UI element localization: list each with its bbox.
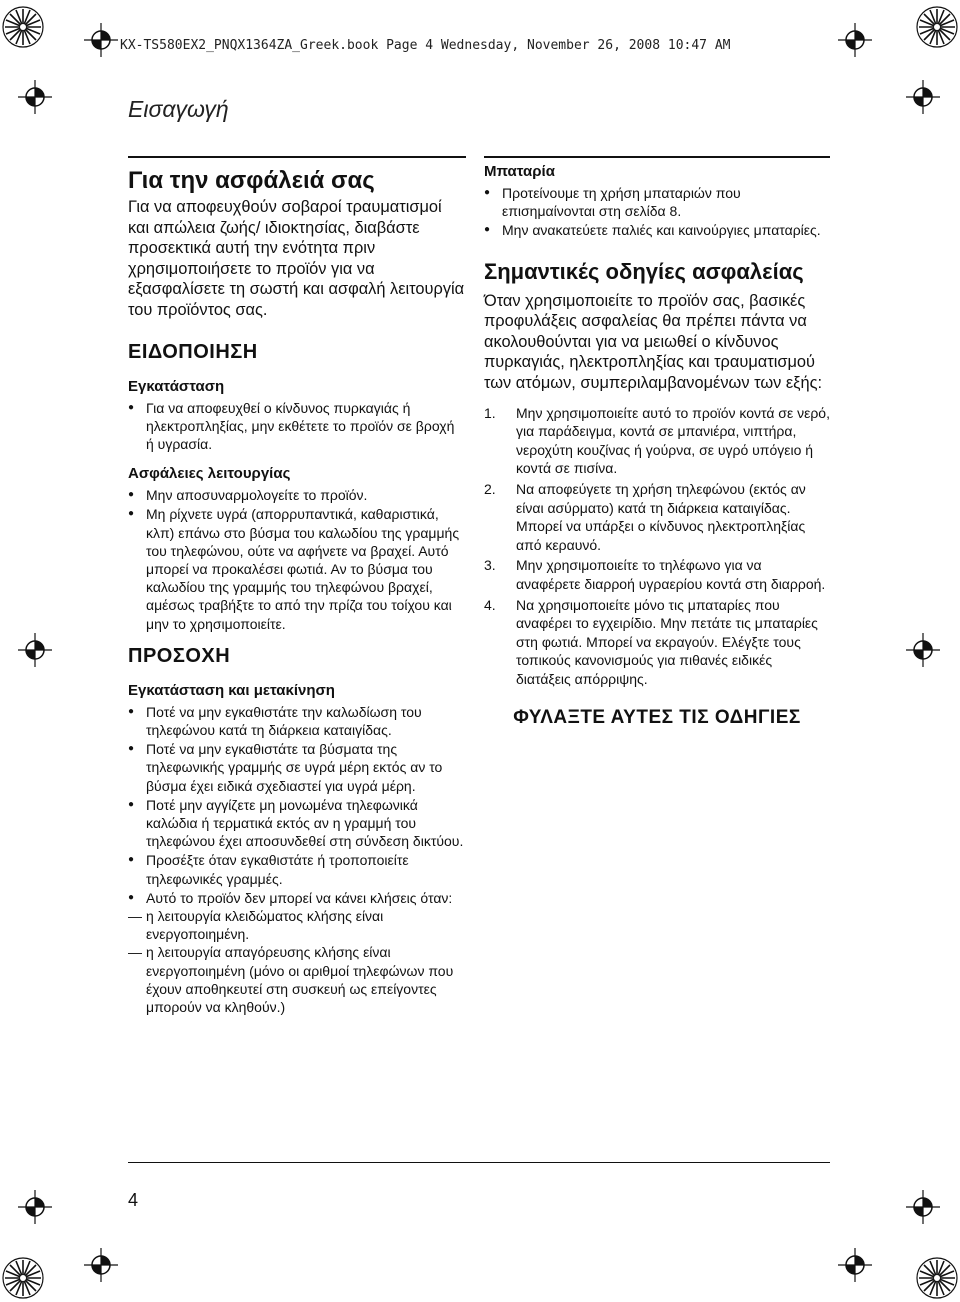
crosshair-registration-icon: [18, 80, 52, 114]
item-text: Να χρησιμοποιείτε μόνο τις μπαταρίες που αναφέρει το εγχειρίδιο. Μην πετάτε τις μπαταρίες στη φωτιά. Μπορεί να εκραγούν. Ελέγξτε τους τοπικούς κανονισμούς για πιθανές ειδικές διατάξεις απόρριψης.: [516, 596, 818, 687]
item-number: 2.: [484, 480, 496, 497]
list-item: [128, 889, 466, 1016]
item-text: Μην χρησιμοποιείτε το τηλέφωνο για να αναφέρετε διαρροή υγραερίου κοντά στη διαρροή.: [516, 557, 826, 592]
caution-heading: ΠΡΟΣΟΧΗ: [128, 644, 231, 667]
crosshair-registration-icon: [84, 1248, 118, 1282]
installation-heading: Εγκατάσταση: [128, 377, 225, 395]
section-title: Για την ασφάλειά σας: [128, 167, 375, 194]
item-number: 1.: [484, 404, 496, 421]
right-column-rule: [484, 156, 830, 158]
starburst-registration-icon: [915, 5, 959, 49]
dash-item: — η λειτουργία απαγόρευσης κλήσης είναι ενεργοποιημένη (μόνο οι αριθμοί τηλεφώνων που έχουν αποθηκευτεί στη συσκευή ως επείγοντες μπορούν να κληθούν.): [128, 943, 466, 1016]
item-text: Μην χρησιμοποιείτε αυτό το προϊόν κοντά σε νερό, για παράδειγμα, κοντά σε μπανιέρα, νιπτήρα, νεροχύτη κουζίνας ή γούρνα, σε υγρό υπόγειο ή κοντά σε πισίνα.: [516, 404, 830, 477]
numbered-list: [484, 404, 830, 689]
crosshair-registration-icon: [838, 1248, 872, 1282]
crosshair-registration-icon: [838, 23, 872, 57]
numbered-item: [484, 556, 830, 593]
numbered-item: [484, 404, 830, 478]
installation-list: [128, 399, 466, 454]
numbered-item: [484, 480, 830, 554]
right-column: [484, 160, 830, 730]
crosshair-registration-icon: [18, 1190, 52, 1224]
important-intro: Όταν χρησιμοποιείτε το προϊόν σας, βασικές προφυλάξεις ασφαλείας θα πρέπει πάντα να ακολουθούνται για να μειωθεί ο κίνδυνος πυρκαγιάς, ηλεκτροπληξίας και τραυματισμού των ατόμων, συμπεριλαμβανομένων των εξής:: [484, 291, 823, 392]
crosshair-registration-icon: [906, 1190, 940, 1224]
list-item: ● Μη ρίχνετε υγρά (απορρυπαντικά, καθαριστικά, κλπ) επάνω στο βύσμα του καλωδίου της γραμμής του τηλεφώνου, ούτε να αφήνετε να βραχεί. Αυτό μπορεί να προκαλέσει φωτιά. Αν το βύσμα του καλωδίου της γραμμής του τηλεφώνου βραχεί, αμέσως τραβήξτε το από την πρίζα του τοίχου και μην το χρησιμοποιείτε.: [128, 505, 466, 632]
list-item: ● Ποτέ μην αγγίζετε μη μονωμένα τηλεφωνικά καλώδια ή τερματικά εκτός αν η γραμμή του τηλεφώνου έχει αποσυνδεθεί στη σύνδεση δικτύου.: [128, 796, 466, 851]
item-number: 4.: [484, 596, 496, 613]
crosshair-registration-icon: [18, 633, 52, 667]
item-number: 3.: [484, 557, 496, 574]
operating-list: [128, 486, 466, 633]
page-number: 4: [128, 1190, 139, 1210]
operating-heading: Ασφάλειες λειτουργίας: [128, 465, 291, 483]
crosshair-registration-icon: [906, 633, 940, 667]
footer-rule: [128, 1162, 830, 1163]
file-header: KX-TS580EX2_PNQX1364ZA_Greek.book Page 4 Wednesday, November 26, 2008 10:47 AM: [120, 38, 731, 53]
list-item: ● Μην ανακατεύετε παλιές και καινούργιες μπαταρίες.: [484, 221, 830, 239]
list-item: ● Προτείνουμε τη χρήση μπαταριών που επισημαίνονται στη σελίδα 8.: [484, 184, 830, 220]
starburst-registration-icon: [1, 1256, 45, 1300]
left-column: [128, 160, 466, 1028]
left-column-rule: [128, 156, 466, 158]
intro-paragraph: Για να αποφευχθούν σοβαροί τραυματισμοί και απώλεια ζωής/ ιδιοκτησίας, διαβάστε προσεκτικά αυτή την ενότητα πριν χρησιμοποιήσετε το προϊόν για να εξασφαλίσετε τη σωστή και ασφαλή λειτουργία του προϊόντος σας.: [128, 198, 465, 319]
list-item: ● Για να αποφευχθεί ο κίνδυνος πυρκαγιάς ή ηλεκτροπληξίας, μην εκθέτετε το προϊόν σε βροχή ή υγρασία.: [128, 399, 466, 454]
list-item: ● Ποτέ να μην εγκαθιστάτε την καλωδίωση του τηλεφώνου κατά τη διάρκεια καταιγίδας.: [128, 703, 466, 739]
starburst-registration-icon: [915, 1256, 959, 1300]
dash-item: — η λειτουργία κλειδώματος κλήσης είναι ενεργοποιημένη.: [128, 907, 466, 943]
dash-list: [128, 907, 466, 1016]
install-move-list: [128, 703, 466, 1016]
page-heading: Εισαγωγή: [128, 96, 229, 122]
starburst-registration-icon: [1, 5, 45, 49]
list-item-text: Αυτό το προϊόν δεν μπορεί να κάνει κλήσεις όταν:: [146, 889, 453, 906]
install-move-heading: Εγκατάσταση και μετακίνηση: [128, 681, 335, 699]
keep-instructions-heading: ΦΥΛΑΞΤΕ ΑΥΤΕΣ ΤΙΣ ΟΔΗΓΙΕΣ: [513, 707, 801, 729]
warning-heading: ΕΙΔΟΠΟΙΗΣΗ: [128, 340, 258, 363]
list-item: ● Προσέξτε όταν εγκαθιστάτε ή τροποποιείτε τηλεφωνικές γραμμές.: [128, 851, 466, 887]
list-item: ● Ποτέ να μην εγκαθιστάτε τα βύσματα της τηλεφωνικής γραμμής σε υγρά μέρη εκτός αν το βύσμα έχει ειδικά σχεδιαστεί για υγρά μέρη.: [128, 740, 466, 795]
item-text: Να αποφεύγετε τη χρήση τηλεφώνου (εκτός αν είναι ασύρματο) κατά τη διάρκεια καταιγίδας. Μπορεί να υπάρξει ο κίνδυνος ηλεκτροπληξίας από κεραυνό.: [516, 480, 806, 553]
important-heading: Σημαντικές οδηγίες ασφαλείας: [484, 258, 804, 284]
battery-heading: Μπαταρία: [484, 163, 555, 180]
list-item: ● Μην αποσυναρμολογείτε το προϊόν.: [128, 486, 466, 504]
numbered-item: [484, 596, 830, 689]
battery-list: [484, 184, 830, 240]
crosshair-registration-icon: [84, 23, 118, 57]
crosshair-registration-icon: [906, 80, 940, 114]
